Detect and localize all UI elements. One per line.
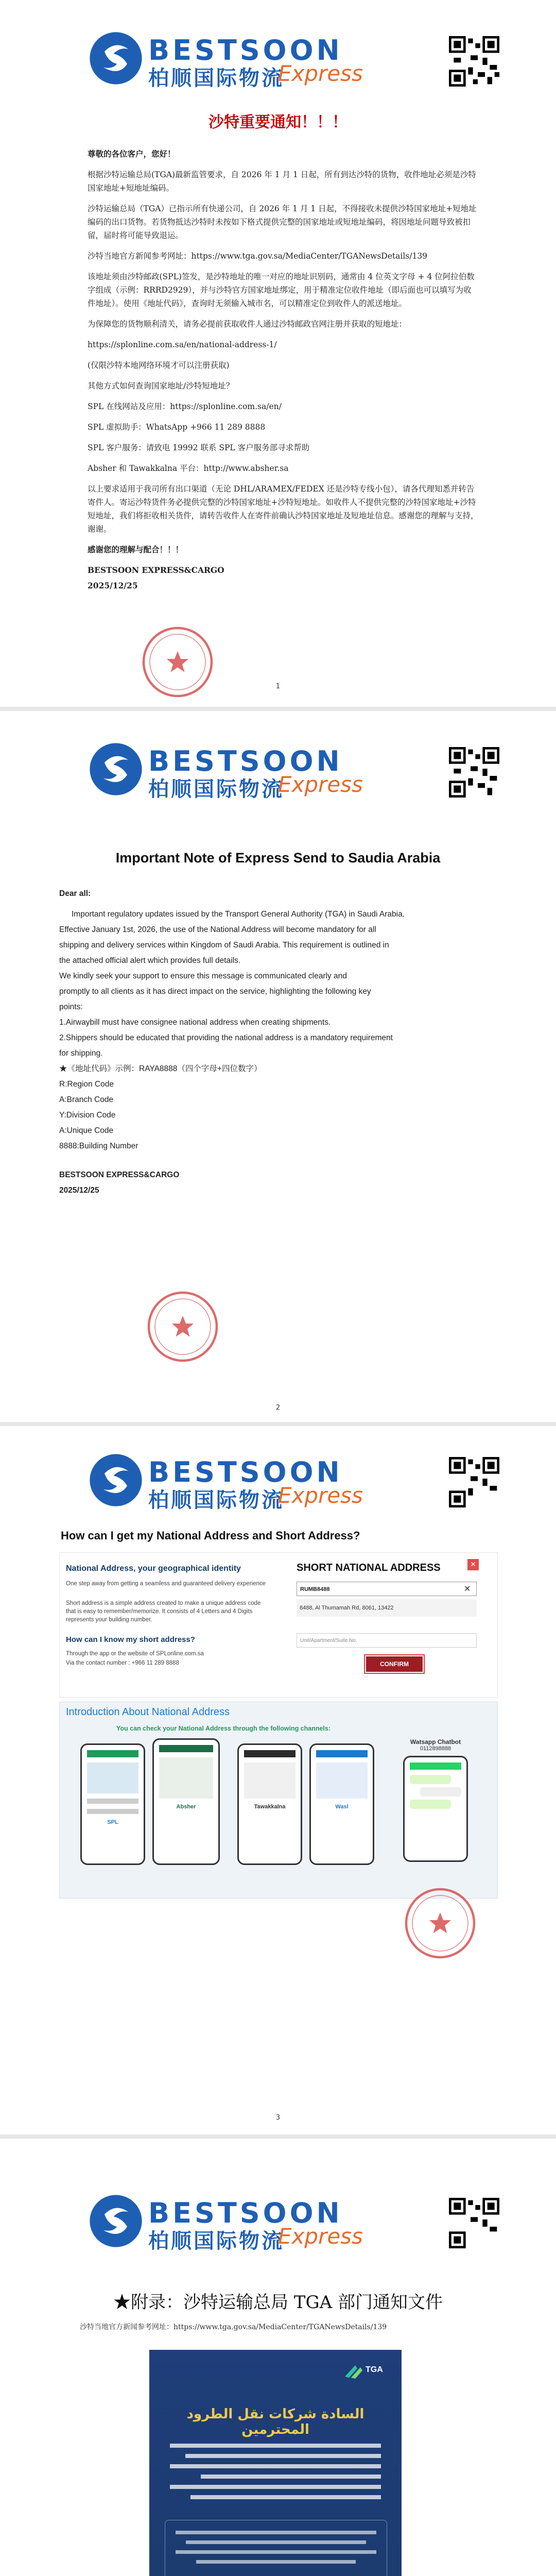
- page2-line: ★《地址代码》示例：RAYA8888（四个字母+四位数字）: [59, 1064, 262, 1073]
- brand-logo: [88, 30, 448, 90]
- company-stamp: [402, 1885, 479, 1962]
- page1-date: 2025/12/25: [88, 581, 138, 590]
- qr-code-icon: [449, 2198, 499, 2248]
- whatsapp-chatbot: [394, 1738, 477, 1872]
- tga-notice-poster: [149, 2350, 402, 2576]
- clear-icon[interactable]: ✕: [464, 1584, 471, 1594]
- tga-logo: [340, 2361, 386, 2382]
- page4-ref: 沙特当地官方新闻参考网址：https://www.tga.gov.sa/MediaCenter/TGANewsDetails/139: [80, 2323, 387, 2331]
- introduction-title: Introduction About National Address: [66, 1706, 230, 1718]
- bestsoon-logo-icon: [88, 2193, 144, 2249]
- poster-heading: السادة شركات نقل الطرود المحترمين: [186, 2406, 364, 2437]
- brand-en: Express: [278, 2224, 363, 2249]
- short-address-title: SHORT NATIONAL ADDRESS: [297, 1562, 441, 1573]
- brand-logo: [88, 1452, 448, 1512]
- qr-code-icon: [449, 1457, 499, 1507]
- page2-date: 2025/12/25: [59, 1186, 99, 1195]
- brand-name: BESTSOON: [148, 34, 343, 66]
- page2-greeting: Dear all:: [59, 889, 91, 898]
- page1-body: [88, 147, 479, 600]
- brand-en: Express: [278, 1483, 363, 1508]
- page-number: 2: [275, 1404, 281, 1412]
- introduction-panel: [59, 1702, 498, 1899]
- page1-paragraph: 沙特运输总局（TGA）已指示所有快递公司，自 2026 年 1 月 1 日起，不得接收未提供沙特国家地址+短地址编码的出口货物。若货物抵达沙特时未按如下格式提供完整的国家地址或短地址编码，将因地址问题导致被扣留，届时将可能导致退运。: [88, 204, 477, 240]
- page1-thanks: 感谢您的理解与配合！！！: [88, 545, 184, 554]
- page-divider: [0, 707, 556, 711]
- page2-line: the attached official alert which provides full details.: [59, 956, 241, 965]
- page-divider: [0, 1422, 556, 1426]
- page-number: 1: [275, 683, 281, 690]
- page2-line: A:Unique Code: [59, 1126, 114, 1135]
- bestsoon-logo-icon: [88, 741, 144, 798]
- page1-paragraph: 以上要求适用于我司所有出口渠道（无论 DHL/ARAMEX/FEDEX 还是沙特专线小包），请各代理知悉并转告寄件人。寄运沙特货件务必提供完整的沙特国家地址+沙特短地址。如收件人不提供完整的沙特国家地址+沙特短地址，我们将拒收相关货件，请转告收件人在寄件前确认沙特国家地址及短地址信息。感谢您的理解与支持，谢谢。: [88, 484, 479, 534]
- qr-code-icon: [449, 747, 499, 798]
- page2-company: BESTSOON EXPRESS&CARGO: [59, 1171, 180, 1179]
- phone-screenshot-spl: [80, 1743, 145, 1865]
- page2-line: Important regulatory updates issued by the Transport General Authority (TGA) in Saudi Arabia.: [72, 910, 405, 919]
- company-stamp: [144, 1288, 221, 1365]
- national-address-infographic: [59, 1552, 498, 1698]
- page-3: [0, 1426, 556, 2134]
- page2-line: promptly to all clients as it has direct impact on the service, highlighting the following key: [59, 987, 371, 996]
- page4-title: ★附录：沙特运输总局 TGA 部门通知文件: [113, 2292, 443, 2313]
- close-icon[interactable]: ✕: [467, 1559, 479, 1570]
- introduction-subtitle: You can check your National Address through the following channels:: [116, 1725, 331, 1732]
- page1-company: BESTSOON EXPRESS&CARGO: [88, 565, 224, 575]
- unit-input[interactable]: Unit/Apartment/Suite No.: [297, 1633, 477, 1648]
- page2-line: 1.Airwaybill must have consignee national address when creating shipments.: [59, 1018, 331, 1027]
- infographic-text: Through the app or the website of SPLonline.com.sa: [66, 1651, 204, 1657]
- channel-label: Absher: [176, 1804, 196, 1810]
- page1-paragraph: 沙特当地官方新闻参考网址：https://www.tga.gov.sa/MediaCenter/TGANewsDetails/139: [88, 251, 428, 261]
- page2-line: Y:Division Code: [59, 1111, 116, 1120]
- tga-label: TGA: [366, 2365, 383, 2374]
- infographic-text: Short address is a simple address created to make a unique address code that is easy to remember/memorize. It consists of 4 Letters and 4 Digits represents your building number.: [66, 1600, 261, 1623]
- page2-line: R:Region Code: [59, 1080, 114, 1089]
- bestsoon-logo-icon: [88, 1452, 144, 1509]
- page2-line: 2.Shippers should be educated that providing the national address is a mandatory requirement: [59, 1033, 393, 1042]
- page-1: [0, 0, 556, 707]
- channel-label: Wasl: [335, 1804, 349, 1810]
- page2-line: Effective January 1st, 2026, the use of the National Address will become mandatory for all: [59, 925, 376, 934]
- channel-label: SPL: [107, 1819, 118, 1825]
- page2-body: [59, 886, 502, 1198]
- brand-en: Express: [278, 772, 363, 797]
- chatbot-title: Watsapp Chatbot: [410, 1738, 461, 1745]
- phone-screenshot-absher: [152, 1738, 220, 1865]
- short-address-card: [291, 1556, 487, 1685]
- page2-line: shipping and delivery services within Kingdom of Saudi Arabia. This requirement is outlined in: [59, 941, 389, 950]
- page1-link[interactable]: https://splonline.com.sa/en/national-address-1/: [88, 340, 277, 349]
- page1-paragraph: SPL 客户服务：请致电 19992 联系 SPL 客户服务部寻求帮助: [88, 443, 310, 452]
- page1-paragraph: 为保障您的货物顺利清关，请务必提前获取收件人通过沙特邮政官网注册并获取的短地址：: [88, 319, 407, 329]
- infographic-heading: National Address, your geographical identity: [66, 1564, 241, 1573]
- page-divider: [0, 2134, 556, 2139]
- brand-logo: [88, 2193, 448, 2253]
- brand-name: BESTSOON: [148, 2197, 343, 2229]
- channel-label: Tawakkalna: [254, 1804, 286, 1810]
- brand-cn: 柏顺国际物流: [148, 1488, 284, 1512]
- page3-title: How can I get my National Address and Short Address?: [61, 1529, 360, 1542]
- brand-cn: 柏顺国际物流: [148, 777, 284, 801]
- qr-code-icon: [449, 36, 499, 87]
- page2-line: A:Branch Code: [59, 1095, 114, 1104]
- page2-line: We kindly seek your support to ensure this message is communicated clearly and: [59, 972, 347, 980]
- brand-name: BESTSOON: [148, 1456, 343, 1488]
- page-2: [0, 711, 556, 1422]
- brand-logo: [88, 741, 448, 801]
- short-code-input[interactable]: RUMB8488: [297, 1582, 477, 1596]
- page1-title: 沙特重要通知！！！: [208, 113, 348, 131]
- page1-paragraph: SPL 在线网站及应用：https://splonline.com.sa/en/: [88, 402, 282, 411]
- bestsoon-logo-icon: [88, 30, 144, 87]
- brand-name: BESTSOON: [148, 745, 343, 777]
- page2-title: Important Note of Express Send to Saudia Arabia: [115, 850, 441, 866]
- page2-line: points:: [59, 1003, 83, 1011]
- brand-cn: 柏顺国际物流: [148, 66, 284, 90]
- chatbot-number: 0112898888: [420, 1745, 451, 1752]
- page1-paragraph: 根据沙特运输总局(TGA)最新监管要求，自 2026 年 1 月 1 日起，所有到达沙特的货物，收件地址必须是沙特国家地址+短地址编码。: [88, 170, 476, 193]
- phone-screenshot-wasl: [309, 1743, 374, 1865]
- page2-line: 8888:Building Number: [59, 1142, 138, 1150]
- page1-paragraph: SPL 虚拟助手：WhatsApp +966 11 289 8888: [88, 422, 266, 432]
- infographic-heading: How can I know my short address?: [66, 1635, 195, 1644]
- infographic-text: One step away from getting a seamless and guaranteed delivery experience: [66, 1581, 266, 1587]
- page1-paragraph: 该地址须由沙特邮政(SPL)签发，是沙特地址的唯一对应的地址识别码，通常由 4 位英文字母 + 4 位阿拉伯数字组成（示例：RRRD2929），并与沙特官方国家地址绑定，用于精准定位收件地址（即后面也可以填写为收件地址）。使用《地址代码》，查询时无须输入城市名，可以精准定位到收件人的派送地址。: [88, 272, 475, 308]
- infographic-text: Via the contact number : +966 11 289 8888: [66, 1660, 179, 1666]
- brand-en: Express: [278, 61, 363, 86]
- page-number: 3: [275, 2114, 281, 2122]
- phone-screenshot-tawakkalna: [237, 1743, 302, 1865]
- page-4: [0, 2139, 556, 2576]
- page1-paragraph: Absher 和 Tawakkalna 平台：http://www.absher.sa: [88, 464, 289, 473]
- page2-line: for shipping.: [59, 1049, 103, 1058]
- short-address-result: 8488, Al Thumamah Rd, 8061, 13422: [297, 1599, 477, 1617]
- page1-paragraph: (仅限沙特本地网络环境才可以注册获取): [88, 361, 230, 370]
- confirm-button[interactable]: CONFIRM: [366, 1656, 423, 1672]
- page1-paragraph: 其他方式如何查询国家地址/沙特短地址？: [88, 381, 234, 391]
- poster-text-lines: [170, 2437, 381, 2505]
- poster-box: [165, 2520, 387, 2576]
- brand-cn: 柏顺国际物流: [148, 2229, 284, 2253]
- page1-greeting: 尊敬的各位客户，您好！: [88, 149, 176, 159]
